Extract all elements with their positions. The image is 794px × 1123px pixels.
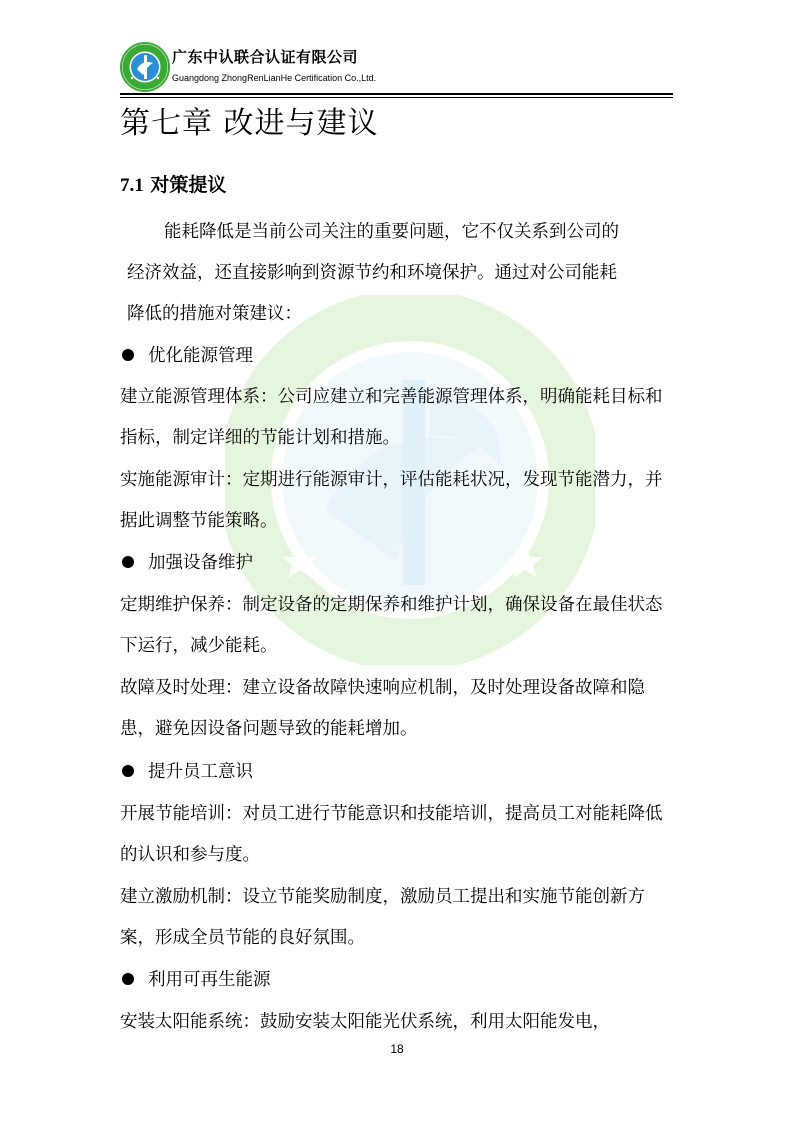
- section-title-text: 对策提议: [150, 174, 227, 196]
- measure-title: 利用可再生能源: [148, 970, 271, 990]
- bullet-icon: [122, 765, 134, 777]
- measure-paragraph: 故障及时处理：建立设备故障快速响应机制，及时处理设备故障和隐患，避免因设备问题导致的能耗增加。: [120, 678, 645, 739]
- chapter-title: 第七章 改进与建议: [120, 106, 379, 141]
- bullet-icon: [122, 349, 134, 361]
- measure-heading: [122, 960, 271, 1001]
- page-header: [120, 40, 673, 96]
- intro-line: 经济效益，还直接影响到资源节约和环境保护。通过对公司能耗: [127, 263, 617, 283]
- company-name-cn: 广东中认联合认证有限公司: [172, 48, 359, 66]
- header-rule-thick: [120, 93, 673, 95]
- section-number: 7.1: [120, 175, 144, 196]
- company-logo: [120, 42, 170, 92]
- measure-heading: [122, 752, 253, 793]
- bullet-icon: [122, 556, 134, 568]
- section-title: [120, 170, 226, 197]
- measure-heading: [122, 543, 253, 584]
- bullet-icon: [122, 973, 134, 985]
- measure-title: 优化能源管理: [148, 346, 253, 366]
- measure-heading: [122, 336, 253, 377]
- measure-title: 提升员工意识: [148, 762, 253, 782]
- measure-paragraph: 安装太阳能系统：鼓励安装太阳能光伏系统，利用太阳能发电，: [120, 1012, 610, 1032]
- measure-paragraph: 建立激励机制：设立节能奖励制度，激励员工提出和实施节能创新方案，形成全员节能的良好氛围。: [120, 887, 645, 948]
- measure-paragraph: 定期维护保养：制定设备的定期保养和维护计划，确保设备在最佳状态下运行，减少能耗。: [120, 595, 663, 656]
- measure-paragraph: 开展节能培训：对员工进行节能意识和技能培训，提高员工对能耗降低的认识和参与度。: [120, 804, 663, 865]
- intro-line: 能耗降低是当前公司关注的重要问题，它不仅关系到公司的: [164, 222, 619, 242]
- measure-paragraph: 实施能源审计：定期进行能源审计，评估能耗状况，发现节能潜力，并据此调整节能策略。: [120, 470, 663, 531]
- intro-line: 降低的措施对策建议：: [127, 304, 302, 324]
- measure-title: 加强设备维护: [148, 553, 253, 573]
- intro-paragraph: [120, 212, 676, 335]
- page-number: 18: [390, 1042, 404, 1056]
- measure-paragraph: 建立能源管理体系：公司应建立和完善能源管理体系，明确能耗目标和指标，制定详细的节能计划和措施。: [120, 387, 663, 448]
- company-name-en: Guangdong ZhongRenLianHe Certification Co.,Ltd.: [172, 73, 377, 83]
